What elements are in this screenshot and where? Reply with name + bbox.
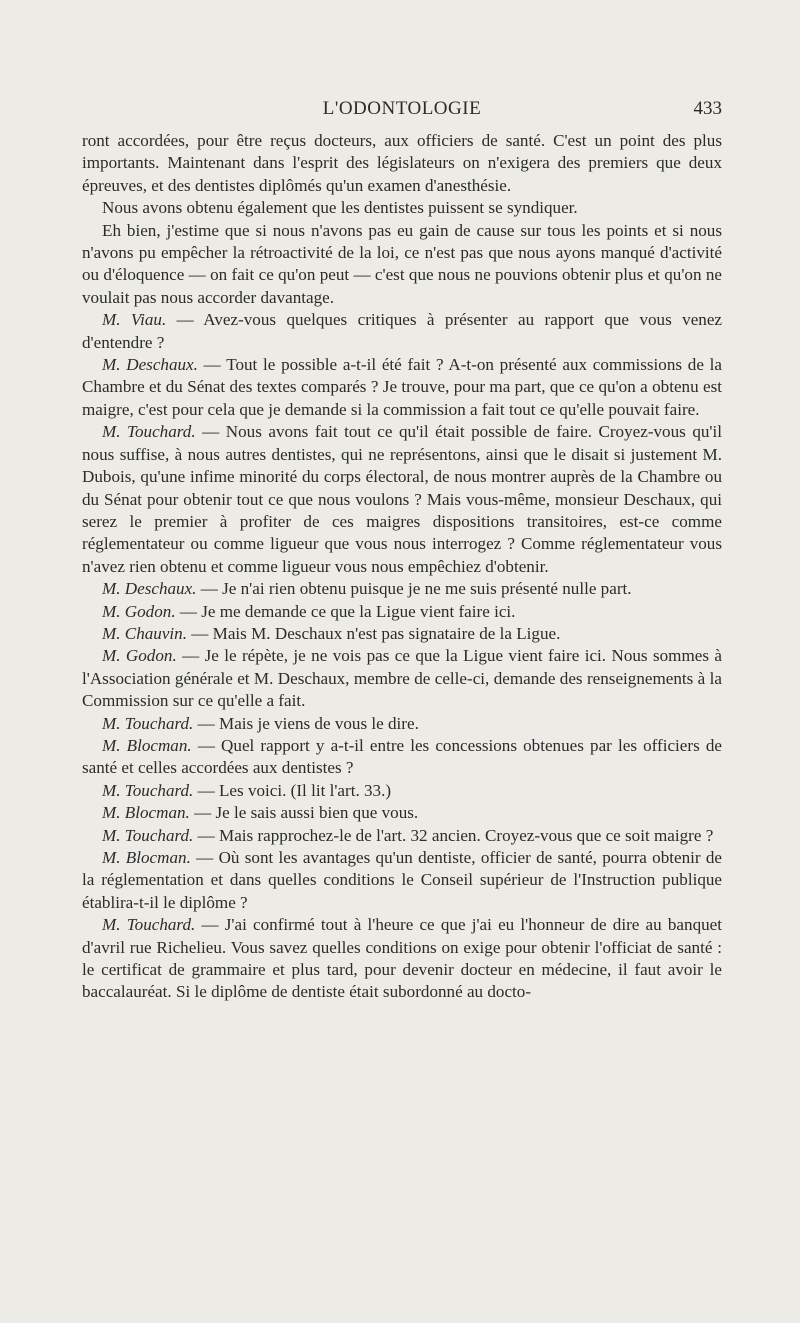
speaker-name: M. Deschaux. xyxy=(102,579,197,599)
dialogue-paragraph xyxy=(82,825,722,847)
paragraph-text: — J'ai confirmé tout à l'heure ce que j'ai eu l'honneur de dire au banquet d'avril rue Richelieu. Vous savez quelles conditions on exige pour obtenir l'officiat de santé : le certificat de grammaire et plus tard, pour devenir docteur en médecine, il faut avoir le baccalauréat. Si le diplôme de dentiste était subordonné au docto- xyxy=(82,915,722,1002)
paragraph-text: — Mais M. Deschaux n'est pas signataire de la Ligue. xyxy=(191,623,561,643)
running-head xyxy=(82,98,722,124)
dialogue-paragraph xyxy=(82,780,722,802)
speaker-name: M. Blocman. xyxy=(102,848,191,867)
dialogue-paragraph xyxy=(82,309,722,354)
dialogue-paragraph xyxy=(82,802,722,824)
page-number: 433 xyxy=(693,98,722,119)
dialogue-paragraph xyxy=(82,645,722,712)
speaker-name: M. Viau. xyxy=(102,310,167,330)
speaker-name: M. Godon. xyxy=(102,646,177,666)
paragraph-text: Eh bien, j'estime que si nous n'avons pas eu gain de cause sur tous les points et si nous n'avons pu empêcher la rétroactivité de la loi, ce n'est pas que nous ayons manqué d'activité ou d'éloquence — on fait ce qu'on peut — c'est que nous ne pouvions obtenir plus et qu'on ne voulait pas nous accorder davantage. xyxy=(82,220,722,307)
paragraph-text: — Avez-vous quelques critiques à présenter au rapport que vous venez d'entendre ? xyxy=(82,310,723,352)
speaker-name: M. Blocman. xyxy=(102,803,190,823)
paragraph-text: — Mais rapprochez-le de l'art. 32 ancien. Croyez-vous que ce soit maigre ? xyxy=(197,825,714,845)
paragraph-text: — Je n'ai rien obtenu puisque je ne me suis présenté nulle part. xyxy=(200,579,632,599)
article-body xyxy=(82,130,722,1004)
text-paragraph xyxy=(82,130,722,197)
running-title: L'ODONTOLOGIE xyxy=(322,98,482,119)
speaker-name: M. Touchard. xyxy=(102,825,194,845)
speaker-name: M. Blocman. xyxy=(102,735,192,755)
speaker-name: M. Touchard. xyxy=(102,780,194,800)
speaker-name: M. Touchard. xyxy=(102,713,194,733)
dialogue-paragraph xyxy=(82,578,722,600)
paragraph-text: — Mais je viens de vous le dire. xyxy=(197,713,419,733)
speaker-name: M. Touchard. xyxy=(102,915,196,935)
dialogue-paragraph xyxy=(82,914,722,1004)
text-paragraph xyxy=(82,220,722,310)
speaker-name: M. Touchard. xyxy=(102,422,196,442)
dialogue-paragraph xyxy=(82,623,722,645)
paragraph-text: — Nous avons fait tout ce qu'il était possible de faire. Croyez-vous qu'il nous suffise, à nous autres dentistes, qui ne représentons, ainsi que le disait si justement M. Dubois, qu'une infime minorité du corps électoral, de nous montrer auprès de la Chambre ou du Sénat pour obtenir tout ce que nous voulons ? Mais vous-même, monsieur Deschaux, qui serez le premier à profiter de ces maigres dispositions transitoires, est-ce comme réglementateur ou comme ligueur que vous nous interrogez ? Comme réglementateur vous n'avez rien obtenu et comme ligueur vous nous empêchiez d'obtenir. xyxy=(82,422,723,576)
speaker-name: M. Godon. xyxy=(102,601,176,621)
dialogue-paragraph xyxy=(82,735,722,780)
dialogue-paragraph xyxy=(82,354,722,421)
paragraph-text: — Où sont les avantages qu'un dentiste, officier de santé, pourra obtenir de la réglementation et dans quelles conditions le Conseil supérieur de l'Instruction publique établira-t-il le diplôme ? xyxy=(82,848,723,912)
paragraph-text: Nous avons obtenu également que les dentistes puissent se syndiquer. xyxy=(102,198,578,218)
speaker-name: M. Deschaux. xyxy=(102,355,198,375)
dialogue-paragraph xyxy=(82,713,722,735)
paragraph-text: — Je le sais aussi bien que vous. xyxy=(194,803,419,823)
paragraph-text: — Tout le possible a-t-il été fait ? A-t-on présenté aux commissions de la Chambre et du Sénat des textes comparés ? Je trouve, pour ma part, que ce qu'on a obtenu est maigre, c'est pour cela que je demande si la commission a fait tout ce qu'elle pouvait faire. xyxy=(82,355,722,419)
dialogue-paragraph xyxy=(82,847,722,914)
paragraph-text: — Quel rapport y a-t-il entre les concessions obtenues par les officiers de santé et celles accordées aux dentistes ? xyxy=(82,735,723,778)
paragraph-text: — Les voici. (Il lit l'art. 33.) xyxy=(197,780,392,800)
dialogue-paragraph xyxy=(82,421,722,578)
speaker-name: M. Chauvin. xyxy=(102,623,187,643)
paragraph-text: — Je me demande ce que la Ligue vient faire ici. xyxy=(179,601,516,621)
dialogue-paragraph xyxy=(82,601,722,623)
paragraph-text: ront accordées, pour être reçus docteurs, aux officiers de santé. C'est un point des plus importants. Maintenant dans l'esprit des législateurs on n'exigera des premiers que deux épreuves, et des dentistes diplômés qu'un examen d'anesthésie. xyxy=(82,131,722,195)
text-paragraph xyxy=(82,197,722,219)
paragraph-text: — Je le répète, je ne vois pas ce que la Ligue vient faire ici. Nous sommes à l'Association générale et M. Deschaux, membre de celle-ci, demande des renseignements à la Commission sur ce qu'elle a fait. xyxy=(82,646,722,711)
